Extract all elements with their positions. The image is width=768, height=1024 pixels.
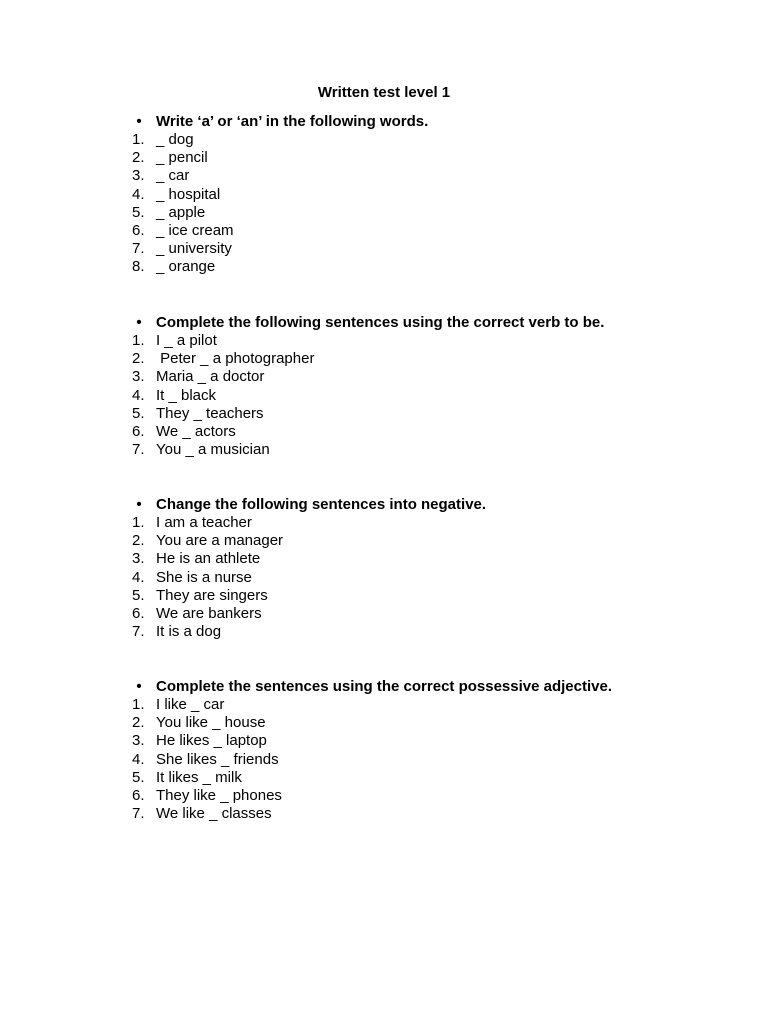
item-number: 1.	[132, 332, 145, 349]
list-item	[132, 204, 732, 222]
item-number: 3.	[132, 167, 145, 185]
item-number: 2.	[132, 714, 145, 732]
section-negative	[132, 496, 732, 641]
item-text: They _ teachers	[156, 404, 264, 422]
bullet-icon: •	[136, 678, 142, 695]
list-item	[132, 550, 732, 568]
list-item	[132, 350, 732, 368]
item-text: She is a nurse	[156, 568, 252, 586]
item-number: 7.	[132, 441, 145, 459]
item-text: _ hospital	[156, 185, 221, 203]
list-item	[132, 696, 732, 714]
list-item	[132, 240, 732, 258]
list-item	[132, 332, 732, 350]
list-item	[132, 149, 732, 167]
item-number: 4.	[132, 185, 145, 203]
item-number: 7.	[132, 623, 145, 641]
item-text: Maria _ a doctor	[156, 368, 265, 386]
list-item	[132, 805, 732, 823]
section-heading-text: Write ‘a’ or ‘an’ in the following words.	[156, 113, 429, 130]
section-articles	[132, 113, 732, 277]
section-heading-text: Change the following sentences into negative.	[156, 496, 487, 513]
item-number: 5.	[132, 586, 145, 604]
section-heading	[132, 496, 732, 514]
item-text: I am a teacher	[156, 514, 252, 531]
page-title: Written test level 1	[317, 84, 451, 101]
bullet-icon: •	[136, 314, 142, 331]
item-number: 1.	[132, 131, 145, 148]
item-text: They are singers	[156, 586, 268, 604]
item-text: They like _ phones	[156, 786, 282, 804]
list-item	[132, 131, 732, 149]
section-heading	[132, 678, 732, 696]
list-item	[132, 405, 732, 423]
list-item	[132, 167, 732, 185]
item-text: We are bankers	[156, 604, 262, 622]
item-text: You are a manager	[156, 532, 284, 550]
item-text: _ ice cream	[156, 221, 234, 239]
item-number: 2.	[132, 350, 145, 368]
item-number: 5.	[132, 768, 145, 786]
item-number: 4.	[132, 386, 145, 404]
item-text: You _ a musician	[156, 441, 270, 459]
list-item	[132, 623, 732, 641]
item-number: 8.	[132, 258, 145, 276]
list-item	[132, 186, 732, 204]
list-item	[132, 787, 732, 805]
list-item	[132, 423, 732, 441]
bullet-icon: •	[136, 496, 142, 513]
list-item	[132, 387, 732, 405]
list-item	[132, 368, 732, 386]
item-number: 3.	[132, 732, 145, 750]
list-item	[132, 714, 732, 732]
item-text: _ apple	[156, 203, 206, 221]
item-text: Peter _ a photographer	[156, 350, 315, 368]
list-item	[132, 569, 732, 587]
item-number: 2.	[132, 149, 145, 167]
item-text: He is an athlete	[156, 550, 261, 568]
item-number: 6.	[132, 604, 145, 622]
item-number: 5.	[132, 203, 145, 221]
item-number: 6.	[132, 786, 145, 804]
section-heading	[132, 314, 732, 332]
item-text: She likes _ friends	[156, 750, 279, 768]
item-text: I _ a pilot	[156, 332, 217, 349]
item-text: We _ actors	[156, 422, 236, 440]
list-item	[132, 441, 732, 459]
item-number: 1.	[132, 514, 145, 531]
list-item	[132, 532, 732, 550]
item-number: 2.	[132, 532, 145, 550]
item-text: It likes _ milk	[156, 768, 242, 786]
item-number: 4.	[132, 568, 145, 586]
item-text: _ dog	[156, 131, 194, 148]
item-number: 6.	[132, 422, 145, 440]
item-text: We like _ classes	[156, 805, 272, 823]
list-item	[132, 587, 732, 605]
list-item	[132, 605, 732, 623]
list-item	[132, 514, 732, 532]
section-verb-to-be	[132, 314, 732, 459]
item-text: It is a dog	[156, 623, 222, 641]
bullet-icon: •	[136, 113, 142, 130]
item-number: 7.	[132, 240, 145, 258]
item-number: 1.	[132, 696, 145, 713]
list-item	[132, 732, 732, 750]
item-text: He likes _ laptop	[156, 732, 267, 750]
list-item	[132, 769, 732, 787]
list-item	[132, 222, 732, 240]
section-heading-text: Complete the following sentences using the correct verb to be.	[156, 314, 605, 331]
item-number: 7.	[132, 805, 145, 823]
item-number: 5.	[132, 404, 145, 422]
item-number: 6.	[132, 221, 145, 239]
item-text: It _ black	[156, 386, 217, 404]
section-heading-text: Complete the sentences using the correct possessive adjective.	[156, 678, 613, 695]
item-text: _ orange	[156, 258, 216, 276]
item-number: 3.	[132, 550, 145, 568]
item-text: _ pencil	[156, 149, 208, 167]
section-heading	[132, 113, 732, 131]
item-text: _ university	[156, 240, 232, 258]
item-text: I like _ car	[156, 696, 225, 713]
list-item	[132, 258, 732, 276]
item-number: 4.	[132, 750, 145, 768]
item-text: You like _ house	[156, 714, 266, 732]
item-number: 3.	[132, 368, 145, 386]
section-possessive-adjective	[132, 678, 732, 823]
list-item	[132, 751, 732, 769]
item-text: _ car	[156, 167, 190, 185]
